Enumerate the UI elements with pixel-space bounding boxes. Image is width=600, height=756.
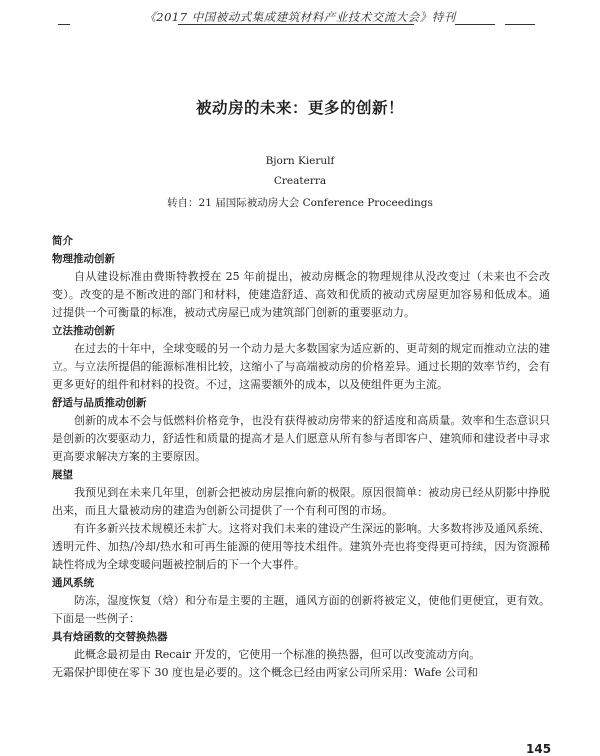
- author-name: Bjorn Kierulf: [265, 155, 335, 167]
- running-head: 《2017 中国被动式集成建筑材料产业技术交流大会》特刊: [144, 10, 456, 24]
- section-heading: 立法推动创新: [52, 325, 115, 337]
- section-heading: 展望: [52, 469, 73, 481]
- section-heading: 具有焓函数的交替换热器: [52, 631, 168, 643]
- section-heading: 简介: [52, 235, 73, 247]
- article-title: 被动房的未来：更多的创新！: [195, 99, 404, 117]
- header-rule: [455, 24, 495, 25]
- body-paragraph: 创新的成本不会与低燃料价格竞争，也没有获得被动房带来的舒适度和高质量。效率和生态意识只是创新的次要驱动力，舒适性和质量的提高才是人们愿意从所有参与者即客户、建筑师和建设者中寻求更高要求解决方案的主要原因。: [52, 414, 550, 463]
- body-paragraph: 自从建设标准由费斯特教授在 25 年前提出，被动房概念的物理规律从没改变过（未来也不会改变）。改变的是不断改进的部门和材料，使建造舒适、高效和优质的被动式房屋更加容易和低成本。通过提供一个可衡量的标准，被动式房屋已成为建筑部门创新的重要驱动力。: [52, 270, 550, 319]
- body-paragraph: 我预见到在未来几年里，创新会把被动房层推向新的极限。原因很简单：被动房已经从阴影中挣脱出来，而且大量被动房的建造为创新公司提供了一个有利可图的市场。: [52, 486, 550, 517]
- section-heading: 物理推动创新: [52, 253, 115, 265]
- body-paragraph: 此概念最初是由 Recair 开发的，它使用一个标准的换热器，但可以改变流动方向。: [74, 648, 481, 661]
- header-rule: [178, 24, 414, 25]
- page-number: 145: [526, 742, 552, 756]
- body-paragraph: 在过去的十年中，全球变暖的另一个动力是大多数国家为适应新的、更苛刻的规定而推动立法的建立。与立法所提倡的能源标准相比较，这缩小了与高端被动房的价格差异。通过长期的效率节约，会有更多更好的组件和材料的投资。不过，这需要额外的成本，以及使组件更为主流。: [52, 342, 550, 391]
- reprint-note: 转自：21 届国际被动房大会 Conference Proceedings: [167, 197, 433, 209]
- body-paragraph: 无霜保护即使在零下 30 度也是必要的。这个概念已经由两家公司所采用：Wafe 公司和: [52, 666, 478, 679]
- body-paragraph: 有许多新兴技术规模还未扩大。这将对我们未来的建设产生深远的影响。大多数将涉及通风系统、透明元件、加热/冷却/热水和可再生能源的使用等技术组件。建筑外壳也将变得更可持续，因为资源稀缺性将成为全球变暖问题被控制后的下一个大事件。: [52, 522, 550, 571]
- header-rule: [58, 24, 70, 25]
- organization: Createrra: [273, 175, 327, 187]
- section-heading: 通风系统: [52, 577, 94, 589]
- header-rule: [505, 24, 535, 25]
- body-paragraph: 防冻，湿度恢复（焓）和分布是主要的主题，通风方面的创新将被定义，使他们更便宜，更有效。下面是一些例子：: [52, 594, 550, 625]
- section-heading: 舒适与品质推动创新: [52, 397, 147, 409]
- article-body: [52, 232, 550, 682]
